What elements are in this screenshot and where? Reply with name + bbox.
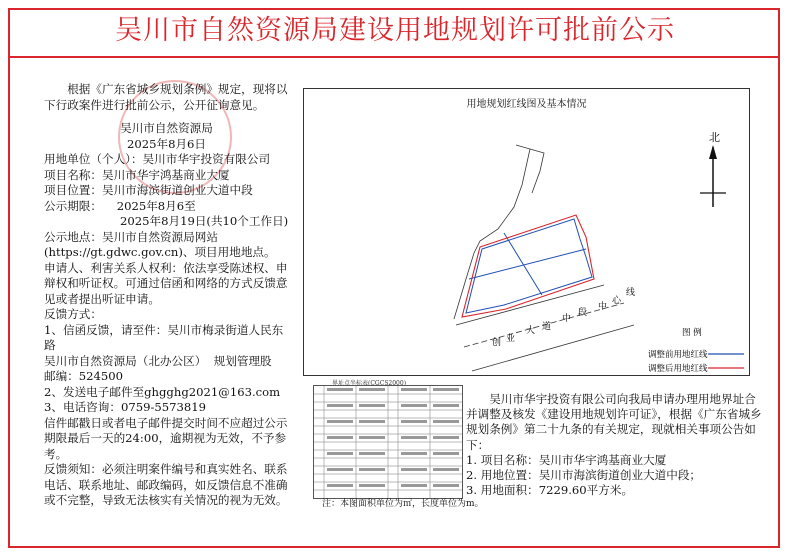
coordinate-grid [314,386,462,498]
right-panel [466,392,766,498]
north-label: 北 [709,131,720,144]
left-panel [44,82,289,509]
title-divider [8,56,780,58]
issuer: 吴川市自然资源局 [120,121,213,135]
north-arrowhead-icon [709,145,717,159]
map-title: 用地规划红线图及基本情况 [466,99,587,110]
coord-table-caption: 界址点坐标表(CGCS2000) [332,380,407,387]
legend-after-label: 调整后用地红线 [648,364,708,374]
map-drawing [304,89,751,377]
road-label-1: 创 [492,338,502,348]
site-map [303,88,750,376]
applicant: 用地单位（个人）：吴川市华宇投资有限公司 [44,152,271,166]
unit-note: 注：本图面积单位为㎡，长度单位为m。 [322,499,484,509]
period-end: 2025年8月19日(共10个工作日) [120,214,289,228]
feedback-letter: 1、信函反馈，请至件：吴川市梅录街道人民东路 [44,322,284,352]
legend-before-label: 调整前用地红线 [648,350,708,360]
road-edge-top [456,285,604,325]
feedback-heading: 反馈方式： [44,307,102,321]
page-title: 吴川市自然资源局建设用地规划许可批前公示 [115,15,675,46]
road-label-2: 业 [506,334,516,344]
road-label-8: 心 [612,296,622,306]
item-land-area: 3. 用地面积：7229.60平方米。 [466,483,634,498]
item-land-location: 2. 用地位置：吴川市海滨街道创业大道中段； [466,468,702,483]
period-start: 公示期限： 2025年8月6至 [44,198,196,213]
announcement-body: 吴川市华宇投资有限公司向我局申请办理用地界址合并调整及核发《建设用地规划许可证》，根据《广东省城乡规划条例》第二十九条的有关规定，现就相关事项公告如下： [466,392,762,452]
intro-text: 根据《广东省城乡规划条例》规定，现将以下行政案件进行批前公示，公开征询意见。 [44,82,288,112]
road-edge-bottom [472,325,634,371]
road-label-6: 段 [578,308,588,318]
road-label-5: 中 [562,314,572,324]
postcode: 邮编：524500 [44,369,124,383]
feedback-reminder: 反馈须知：必须注明案件编号和真实姓名、联系电话、联系地址、邮政编码，如反馈信息不准确或不完整，导致无法核实有关情况的视为无效。 [44,462,288,507]
rights: 申请人、利害关系人权利：依法享受陈述权、申辩权和听证权。可通过信函和网络的方式反馈意见或者提出听证申请。 [44,260,288,306]
road-label-7: 中 [598,302,608,312]
venue: 公示地点：吴川市自然资源局网站(https://gt.gdwc.gov.cn)、项目用地地点。 [44,229,276,259]
boundary-before [466,219,592,313]
road-label-3: 大 [526,326,536,336]
road-label-9: 线 [626,288,636,298]
email-contact[interactable]: 2、发送电子邮件至ghgghg2021@163.com [44,384,281,399]
feedback-office: 吴川市自然资源局（北办公区） 规划管理股 [44,353,272,368]
issue-date: 2025年8月6日 [126,136,207,151]
deadline-note: 信件邮戳日或者电子邮件提交时间不应超过公示期限最后一天的24:00，逾期视为无效，不予参考。 [44,415,288,461]
site-outline [454,145,530,319]
item-project-name: 1. 项目名称：吴川市华宇鸿基商业大厦 [466,452,667,467]
road-label-4: 道 [542,322,552,332]
coordinate-table [313,385,463,499]
boundary-after [462,215,594,317]
legend-title: 图 例 [682,328,702,338]
project-name: 项目名称：吴川市华宇鸿基商业大厦 [44,167,230,182]
project-location: 项目位置：吴川市海滨街道创业大道中段 [44,183,253,197]
phone-contact: 3、电话咨询：0759-5573819 [44,400,206,414]
